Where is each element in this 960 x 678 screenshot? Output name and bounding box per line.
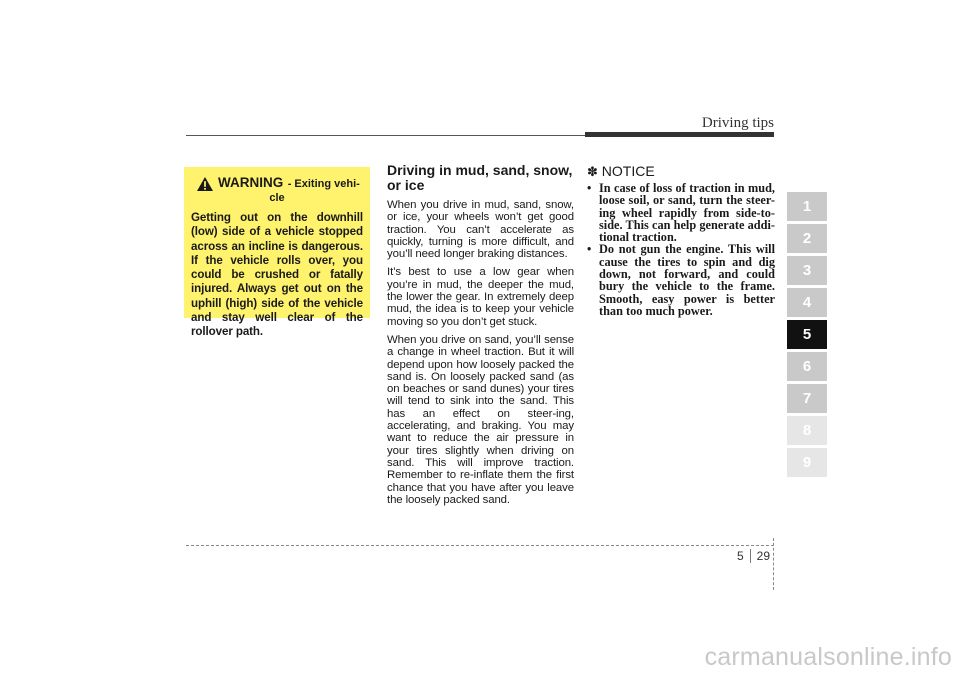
chapter-tab-9[interactable]: 9 (787, 448, 827, 477)
chapter-tab-2[interactable]: 2 (787, 224, 827, 253)
page-number (737, 549, 770, 563)
notice-list (587, 182, 775, 317)
warning-header (191, 174, 363, 192)
chapter-tab-7[interactable]: 7 (787, 384, 827, 413)
list-item: • Do not gun the engine. This will cause the tires to spin and dig down, not forward, and could bury the vehicle to the frame. Smooth, easy power is better than too much power. (587, 242, 775, 318)
warning-box (184, 167, 370, 339)
notice-column (587, 163, 775, 317)
watermark: carmanualsonline.info (704, 643, 952, 671)
footer-rule (186, 545, 774, 546)
paragraph: When you drive on sand, you’ll sense a change in wheel traction. But it will depend upon how loosely packed the sand is. On loosely packed sand (as on beaches or sand dunes) your tires will tend to sink into the sand. This has an effect on steer-ing, accelerating, and braking. You may want to reduce the air pressure in your tires slightly when driving on sand. This will improve traction. Remember to re-inflate them the first chance that you have after you leave the loosely packed sand. (387, 333, 574, 506)
warning-title: WARNING (218, 175, 284, 190)
warning-body: Getting out on the downhill (low) side of a vehicle stopped across an incline is dangerous. If the vehicle rolls over, you could be crushed or fatally injured. Always get out on the uphill (high) side of the vehicle and stay well clear of the rollover path. (191, 211, 363, 339)
chapter-tab-1[interactable]: 1 (787, 192, 827, 221)
chapter-tab-6[interactable]: 6 (787, 352, 827, 381)
footer-divider (773, 538, 774, 590)
page-number-separator (750, 549, 751, 563)
warning-triangle-icon (197, 177, 213, 191)
section-title: Driving tips (701, 115, 774, 131)
paragraph: It’s best to use a low gear when you’re in mud, the deeper the mud, the lower the gear. In extremely deep mud, the idea is to keep your vehicle moving so you don’t get stuck. (387, 266, 574, 328)
notice-title: NOTICE (601, 163, 655, 179)
notice-heading (587, 163, 775, 180)
page-index: 29 (756, 549, 770, 563)
chapter-tab-8[interactable]: 8 (787, 416, 827, 445)
warning-subtitle: - Exiting vehi- (287, 178, 360, 190)
warning-subtitle-cont: cle (269, 192, 285, 204)
chapter-tabs (787, 192, 827, 480)
page-chapter: 5 (736, 549, 744, 563)
paragraph: When you drive in mud, sand, snow, or ice, your wheels won’t get good traction. You can’t accelerate as quickly, turning is more difficult, and you’ll need longer braking distances. (387, 199, 574, 261)
list-item: • In case of loss of traction in mud, loose soil, or sand, turn the steer-ing wheel rapidly from side-to-side. This can help generate addi-tional traction. (587, 181, 775, 245)
chapter-tab-5[interactable]: 5 (787, 320, 827, 349)
chapter-tab-4[interactable]: 4 (787, 288, 827, 317)
section-heading: Driving in mud, sand, snow, or ice (387, 162, 573, 193)
notice-mark-icon: ✽ (587, 164, 598, 179)
header-rule-accent (585, 132, 774, 137)
chapter-tab-3[interactable]: 3 (787, 256, 827, 285)
main-column (387, 163, 574, 512)
